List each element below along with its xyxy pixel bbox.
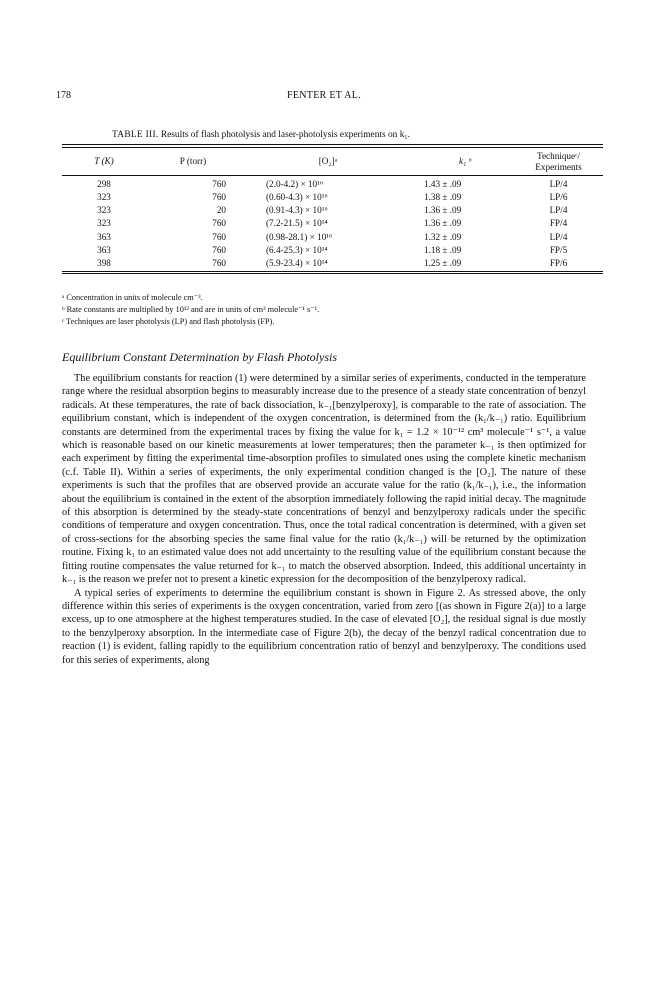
paragraph: The equilibrium constants for reaction (1) were determined by a similar series of experiments, conducted in the temperature range where the residual absorption begins to measurably increase due to the presence of a steady state concentration of benzyl radicals. At these temperatures, the rate of back dissociation, k₋₁[benzylperoxy], is comparable to the rate of association. The equilibrium constant, which is independent of the oxygen concentration, is determined from the (k₁/k₋₁) ratio. Equilibrium constants are determined from the experimental traces by fixing the value for k₁ = 1.2 × 10⁻¹² cm³ molecule⁻¹ s⁻¹, a value which is reasonable based on our kinetic measurements at lower temperatures; then the parameter k₋₁ is then optimized for each experiment by fitting the experimental time-absorption profiles to simulated ones using the complete kinetic mechanism (c.f. Table II). Within a series of experiments, the only experimental condition changed is the [O₂]. The nature of these experiments is such that the profiles that are observed provide an accurate value for the ratio (k₁/k₋₁), i.e., the information about the equilibrium is contained in the extent of the absorption immediately following the rapid initial decay. The magnitude of this absorption is determined by the steady-state concentrations of benzyl and benzylperoxy radicals under the specific conditions of temperature and oxygen concentration. Thus, once the total radical concentration is determined, with a given set of cross-sections for the absorbing species the same final value for the ratio (k₁/k₋₁) will be returned by the optimization routine. Fixing k₁ to an estimated value does not add uncertainty to the resulting value of the equilibrium constant because the fitting routine compensates the value returned for k₋₁ to match the observed absorption. Indeed, this additional uncertainty in k₋₁ is the reason we prefer not to present a kinetic expression for the decomposition of the benzylperoxy radical.: [62, 373, 586, 586]
cell-rate: 1.38 ± .09: [424, 191, 462, 202]
header-rate: k₁ ᵇ: [458, 156, 472, 166]
footnote-c: ᶜ Techniques are laser photolysis (LP) and flash photolysis (FP).: [62, 317, 275, 326]
cell-pressure: 760: [212, 218, 226, 229]
cell-temperature: 323: [97, 218, 111, 229]
table-row: [62, 191, 603, 204]
table-row: [62, 257, 603, 270]
results-table-grid: [62, 148, 603, 271]
table-footnotes: [62, 292, 319, 328]
cell-rate: 1.36 ± .09: [424, 205, 462, 216]
cell-rate: 1.43 ± .09: [424, 178, 462, 189]
cell-technique: LP/4: [549, 205, 568, 216]
section-heading: Equilibrium Constant Determination by Flash Photolysis: [62, 350, 337, 364]
table-bottom-rule: [62, 271, 603, 275]
results-table: [62, 144, 603, 274]
cell-temperature: 323: [97, 191, 111, 202]
cell-rate: 1.36 ± .09: [424, 218, 462, 229]
cell-technique: LP/6: [549, 191, 568, 202]
table-row: [62, 204, 603, 217]
table-header-row: [62, 148, 603, 175]
body-text: [62, 372, 586, 667]
cell-technique: FP/6: [549, 258, 568, 269]
cell-pressure: 760: [212, 244, 226, 255]
paragraph: A typical series of experiments to determine the equilibrium constant is shown in Figure 2. As stressed above, the only difference within this series of experiments is the oxygen concentration, varied from zero [(as shown in Figure 2(a)] to a large excess, up to one atmosphere at the highest temperatures studied. In the case of elevated [O₂], the residual signal is due mostly to the benzylperoxy absorption. In the intermediate case of Figure 2(b), the decay of the benzyl radical concentration due to reaction (1) is evident, falling rapidly to the equilibrium concentration ratio of benzyl and benzylperoxy. The conditions used for this series of experiments, along: [62, 587, 586, 666]
cell-oxygen: (7.2-21.5) × 10¹⁴: [266, 218, 328, 229]
table-caption: [112, 130, 410, 140]
table-caption-text: Results of flash photolysis and laser-photolysis experiments on k₁.: [160, 130, 411, 140]
header-pressure: P (torr): [179, 156, 207, 166]
running-head: [56, 90, 592, 104]
cell-temperature: 398: [97, 258, 111, 269]
header-oxygen: [O₂]ᵃ: [318, 156, 338, 166]
header-temperature: T (K): [94, 156, 114, 166]
cell-technique: FP/4: [549, 218, 568, 229]
footnote-b: ᵇ Rate constants are multiplied by 10¹² and are in units of cm³ molecule⁻¹ s⁻¹.: [62, 305, 320, 314]
table-row: [62, 244, 603, 257]
table-row: [62, 176, 603, 191]
cell-technique: FP/5: [549, 244, 568, 255]
running-title: FENTER ET AL.: [287, 90, 361, 101]
cell-pressure: 760: [212, 231, 226, 242]
cell-pressure: 760: [212, 191, 226, 202]
cell-technique: LP/4: [549, 178, 568, 189]
cell-rate: 1.18 ± .09: [424, 244, 462, 255]
cell-oxygen: (5.9-23.4) × 10¹⁴: [266, 258, 328, 269]
page-number: 178: [56, 90, 71, 101]
cell-rate: 1.32 ± .09: [424, 231, 462, 242]
footnote-a: ᵃ Concentration in units of molecule cm⁻³.: [62, 293, 203, 302]
cell-oxygen: (6.4-25.3) × 10¹⁴: [266, 244, 328, 255]
cell-temperature: 363: [97, 244, 111, 255]
cell-technique: LP/4: [549, 231, 568, 242]
cell-pressure: 760: [212, 258, 226, 269]
table-caption-label: TABLE III.: [112, 130, 159, 140]
cell-pressure: 760: [212, 178, 226, 189]
cell-oxygen: (0.91-4.3) × 10¹⁶: [266, 205, 328, 216]
cell-rate: 1.25 ± .09: [424, 258, 462, 269]
table-row: [62, 217, 603, 230]
cell-temperature: 323: [97, 205, 111, 216]
cell-pressure: 20: [216, 205, 226, 216]
cell-oxygen: (0.98-28.1) × 10¹⁶: [266, 231, 333, 242]
table-row: [62, 231, 603, 244]
cell-oxygen: (2.0-4.2) × 10¹⁶: [266, 178, 324, 189]
cell-oxygen: (0.60-4.3) × 10¹⁶: [266, 191, 328, 202]
cell-temperature: 298: [97, 178, 111, 189]
cell-temperature: 363: [97, 231, 111, 242]
header-technique: Techniqueᶜ/ Experiments: [535, 150, 582, 172]
